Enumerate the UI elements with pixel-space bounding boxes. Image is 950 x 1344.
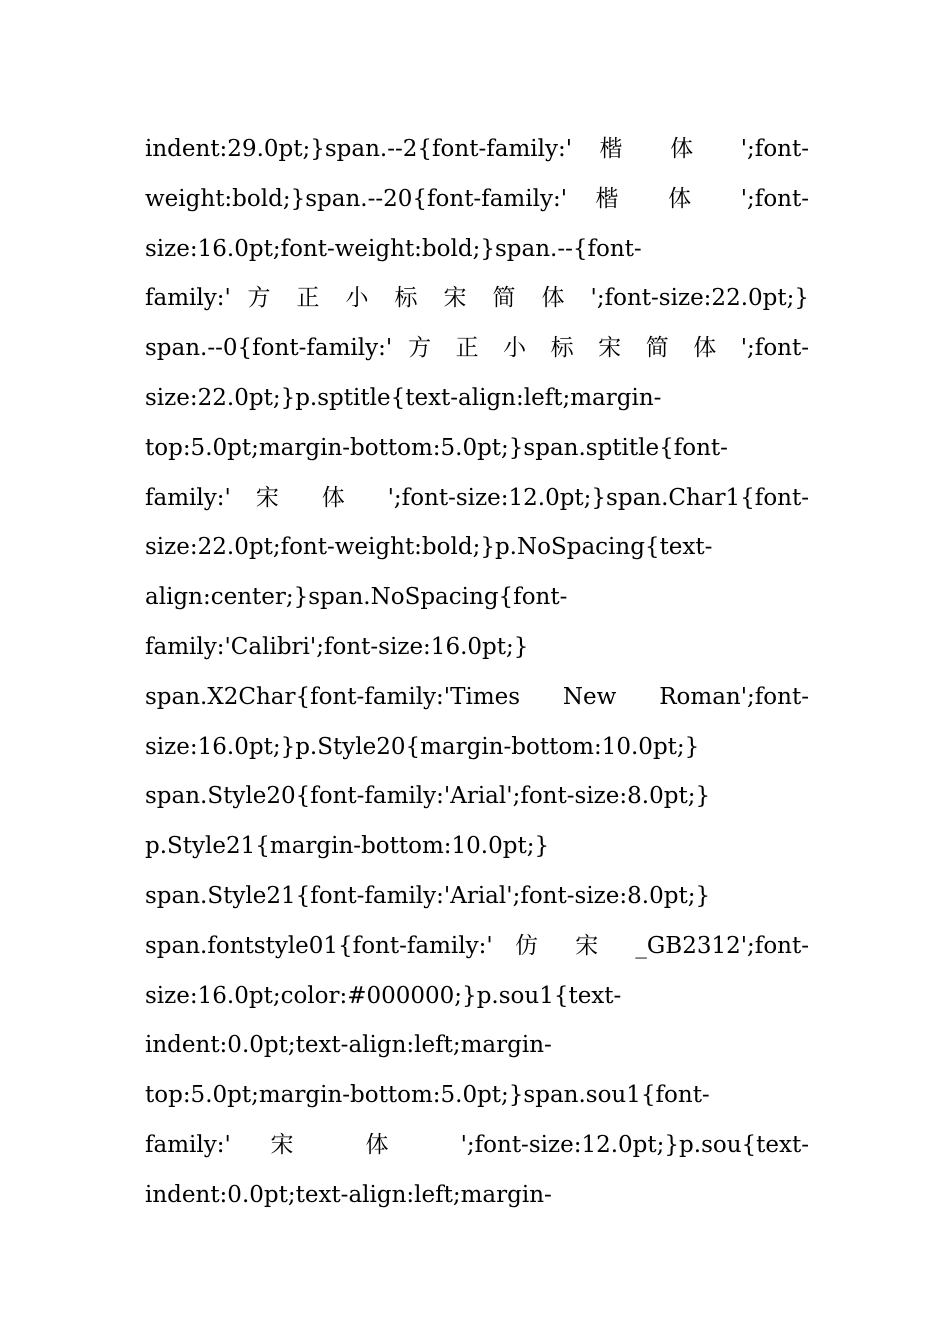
text-line: indent:0.0pt;text-align:left;margin-	[145, 1181, 552, 1208]
text-line: indent:29.0pt;}span.--2{font-family:' 楷 体 ';font-	[145, 136, 809, 162]
text-line: span.X2Char{font-family:'Times New Roman';font-	[145, 683, 809, 710]
body-text	[145, 125, 809, 1221]
text-line: p.Style21{margin-bottom:10.0pt;}	[145, 833, 550, 860]
text-line: span.--0{font-family:' 方 正 小 标 宋 简 体 ';font-	[145, 335, 809, 362]
text-line: span.Style21{font-family:'Arial';font-size:8.0pt;}	[145, 882, 711, 909]
text-line: size:16.0pt;font-weight:bold;}span.--{font-	[145, 235, 642, 262]
text-line: span.Style20{font-family:'Arial';font-size:8.0pt;}	[145, 783, 711, 810]
text-line: size:16.0pt;}p.Style20{margin-bottom:10.0pt;}	[145, 733, 700, 760]
text-line: indent:0.0pt;text-align:left;margin-	[145, 1032, 552, 1059]
text-line: top:5.0pt;margin-bottom:5.0pt;}span.sou1{font-	[145, 1082, 710, 1109]
text-line: span.fontstyle01{font-family:' 仿 宋 _GB2312';font-	[145, 932, 809, 959]
text-line: size:22.0pt;font-weight:bold;}p.NoSpacing{text-	[145, 534, 713, 561]
text-line: family:' 宋 体 ';font-size:12.0pt;}p.sou{text-	[145, 1131, 809, 1158]
text-line: size:22.0pt;}p.sptitle{text-align:left;margin-	[145, 384, 662, 411]
text-line: size:16.0pt;color:#000000;}p.sou1{text-	[145, 982, 622, 1009]
text-line: family:'Calibri';font-size:16.0pt;}	[145, 633, 529, 660]
text-line: weight:bold;}span.--20{font-family:' 楷 体 ';font-	[145, 185, 809, 212]
text-line: align:center;}span.NoSpacing{font-	[145, 584, 568, 611]
text-line: top:5.0pt;margin-bottom:5.0pt;}span.sptitle{font-	[145, 434, 728, 461]
text-line: family:' 方 正 小 标 宋 简 体 ';font-size:22.0pt;}	[145, 285, 809, 312]
text-line: family:' 宋 体 ';font-size:12.0pt;}span.Char1{font-	[145, 484, 809, 511]
